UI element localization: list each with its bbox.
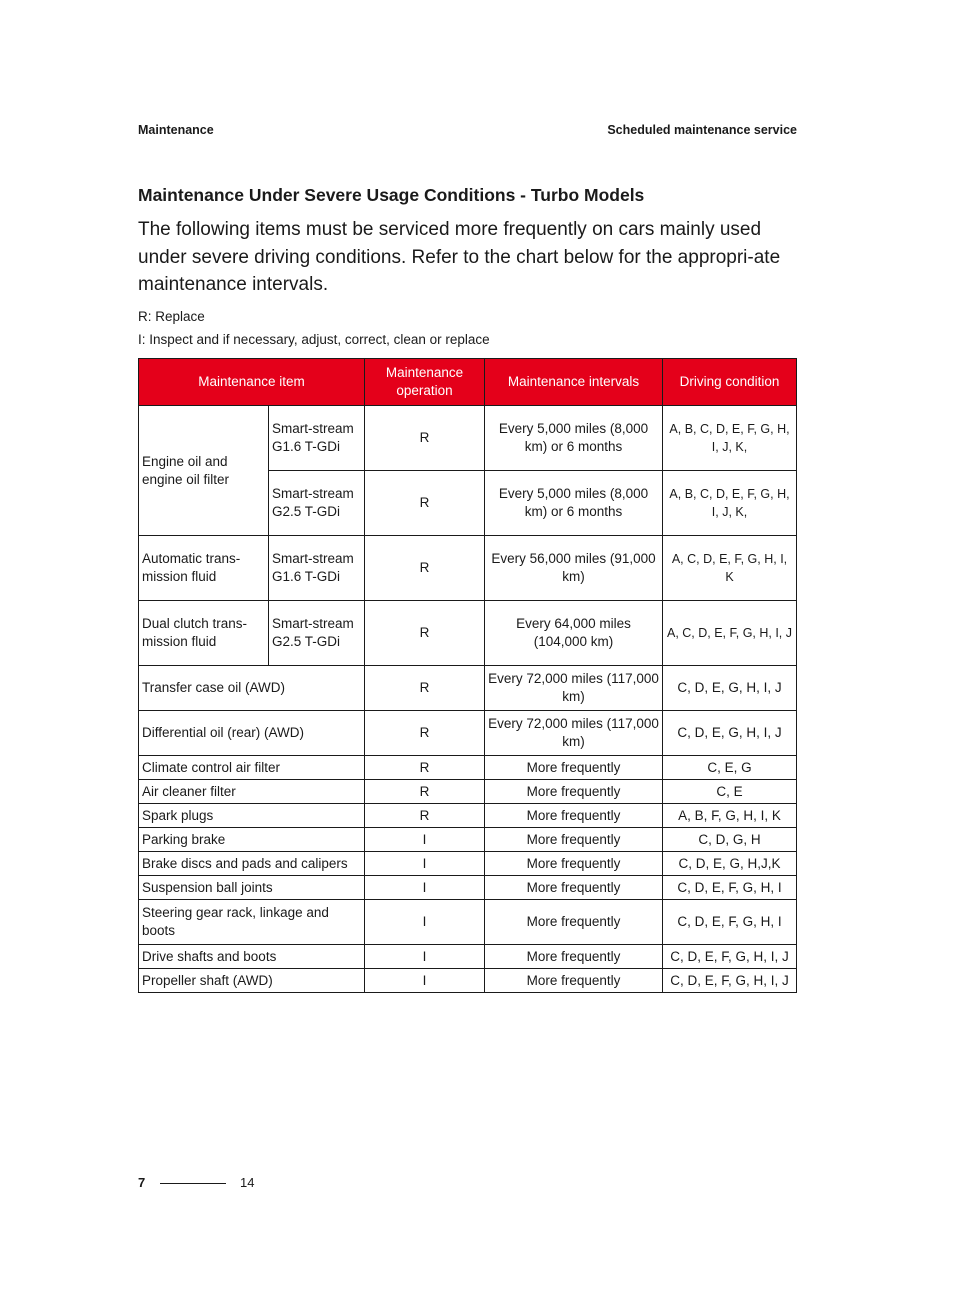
- interval-cell: Every 56,000 miles (91,000 km): [485, 536, 663, 601]
- operation-cell: R: [365, 471, 485, 536]
- item-cell: Propeller shaft (AWD): [139, 969, 365, 993]
- table-row: [139, 876, 797, 900]
- item-cell: Climate control air filter: [139, 756, 365, 780]
- table-row: [139, 756, 797, 780]
- item-cell: Engine oil and engine oil filter: [139, 406, 269, 536]
- table-row: [139, 900, 797, 945]
- item-cell: Steering gear rack, linkage and boots: [139, 900, 365, 945]
- interval-cell: More frequently: [485, 780, 663, 804]
- footer-divider: [160, 1183, 226, 1184]
- condition-cell: C, E, G: [663, 756, 797, 780]
- table-row: [139, 780, 797, 804]
- item-cell: Brake discs and pads and calipers: [139, 852, 365, 876]
- operation-cell: I: [365, 876, 485, 900]
- table-header-row: [139, 359, 797, 406]
- table-row: [139, 601, 797, 666]
- item-cell: Drive shafts and boots: [139, 945, 365, 969]
- operation-cell: I: [365, 852, 485, 876]
- interval-cell: More frequently: [485, 828, 663, 852]
- engine-cell: Smart-stream G2.5 T-GDi: [269, 471, 365, 536]
- legend-replace: R: Replace: [138, 309, 205, 324]
- operation-cell: R: [365, 666, 485, 711]
- operation-cell: R: [365, 780, 485, 804]
- interval-cell: Every 5,000 miles (8,000 km) or 6 months: [485, 471, 663, 536]
- header-maintenance-item: Maintenance item: [139, 359, 365, 406]
- operation-cell: R: [365, 756, 485, 780]
- table-row: [139, 852, 797, 876]
- item-cell: Differential oil (rear) (AWD): [139, 711, 365, 756]
- table-row: [139, 969, 797, 993]
- running-header-section: Maintenance: [138, 123, 214, 137]
- maintenance-table: [138, 358, 797, 993]
- operation-cell: R: [365, 601, 485, 666]
- item-cell: Transfer case oil (AWD): [139, 666, 365, 711]
- table-row: [139, 666, 797, 711]
- page-number: 14: [240, 1175, 255, 1190]
- interval-cell: More frequently: [485, 876, 663, 900]
- legend-inspect: I: Inspect and if necessary, adjust, correct, clean or replace: [138, 332, 490, 347]
- table-row: [139, 406, 797, 471]
- condition-cell: C, D, E, F, G, H, I: [663, 900, 797, 945]
- running-header-topic: Scheduled maintenance service: [607, 123, 797, 137]
- item-cell: Automatic trans-mission fluid: [139, 536, 269, 601]
- interval-cell: More frequently: [485, 969, 663, 993]
- operation-cell: R: [365, 406, 485, 471]
- condition-cell: C, D, E, G, H,J,K: [663, 852, 797, 876]
- interval-cell: More frequently: [485, 756, 663, 780]
- condition-cell: C, D, E, F, G, H, I, J: [663, 969, 797, 993]
- operation-cell: R: [365, 711, 485, 756]
- condition-cell: A, C, D, E, F, G, H, I, K: [663, 536, 797, 601]
- chapter-number: 7: [138, 1175, 146, 1190]
- header-maintenance-intervals: Maintenance intervals: [485, 359, 663, 406]
- operation-cell: R: [365, 536, 485, 601]
- item-cell: Spark plugs: [139, 804, 365, 828]
- interval-cell: More frequently: [485, 804, 663, 828]
- item-cell: Parking brake: [139, 828, 365, 852]
- condition-cell: C, D, E, F, G, H, I: [663, 876, 797, 900]
- condition-cell: A, C, D, E, F, G, H, I, J: [663, 601, 797, 666]
- interval-cell: Every 72,000 miles (117,000 km): [485, 711, 663, 756]
- section-title: Maintenance Under Severe Usage Conditions - Turbo Models: [138, 185, 645, 205]
- condition-cell: C, D, G, H: [663, 828, 797, 852]
- operation-cell: I: [365, 945, 485, 969]
- interval-cell: More frequently: [485, 945, 663, 969]
- intro-paragraph: The following items must be serviced more frequently on cars mainly used under severe driving conditions. Refer to the chart below for the appropri-ate maintenance intervals.: [138, 219, 781, 295]
- condition-cell: C, D, E, F, G, H, I, J: [663, 945, 797, 969]
- interval-cell: Every 64,000 miles (104,000 km): [485, 601, 663, 666]
- table-row: [139, 711, 797, 756]
- item-cell: Suspension ball joints: [139, 876, 365, 900]
- operation-cell: I: [365, 828, 485, 852]
- item-cell: Dual clutch trans-mission fluid: [139, 601, 269, 666]
- operation-cell: I: [365, 900, 485, 945]
- condition-cell: C, E: [663, 780, 797, 804]
- operation-cell: R: [365, 804, 485, 828]
- item-cell: Air cleaner filter: [139, 780, 365, 804]
- table-row: [139, 945, 797, 969]
- operation-cell: I: [365, 969, 485, 993]
- condition-cell: A, B, F, G, H, I, K: [663, 804, 797, 828]
- condition-cell: C, D, E, G, H, I, J: [663, 666, 797, 711]
- interval-cell: Every 5,000 miles (8,000 km) or 6 months: [485, 406, 663, 471]
- engine-cell: Smart-stream G1.6 T-GDi: [269, 536, 365, 601]
- interval-cell: More frequently: [485, 900, 663, 945]
- condition-cell: A, B, C, D, E, F, G, H, I, J, K,: [663, 471, 797, 536]
- interval-cell: Every 72,000 miles (117,000 km): [485, 666, 663, 711]
- engine-cell: Smart-stream G1.6 T-GDi: [269, 406, 365, 471]
- table-row: [139, 828, 797, 852]
- header-driving-condition: Driving condition: [663, 359, 797, 406]
- header-maintenance-operation: Maintenance operation: [365, 359, 485, 406]
- condition-cell: A, B, C, D, E, F, G, H, I, J, K,: [663, 406, 797, 471]
- table-row: [139, 804, 797, 828]
- table-row: [139, 536, 797, 601]
- engine-cell: Smart-stream G2.5 T-GDi: [269, 601, 365, 666]
- condition-cell: C, D, E, G, H, I, J: [663, 711, 797, 756]
- interval-cell: More frequently: [485, 852, 663, 876]
